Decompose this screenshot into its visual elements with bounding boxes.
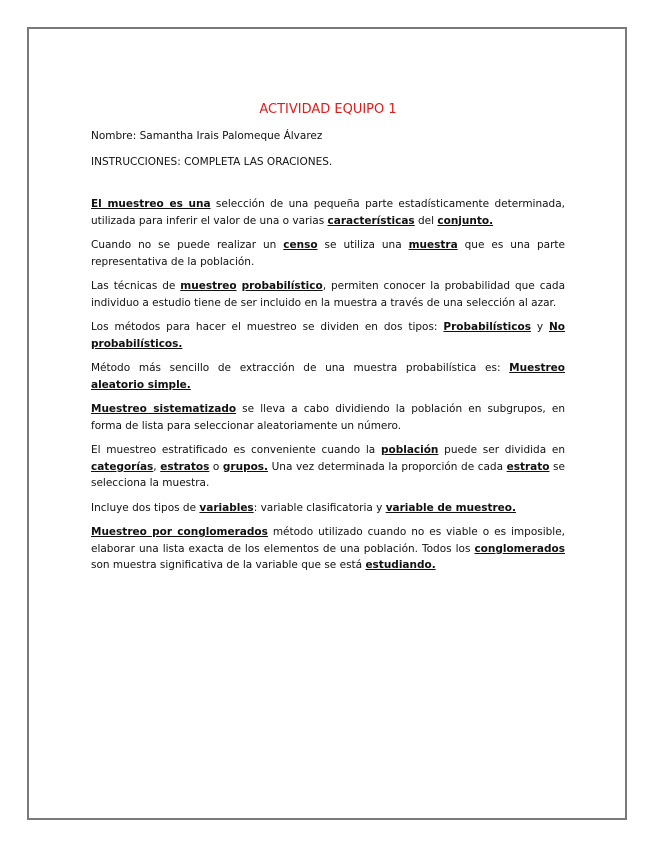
answer-text: No probabilísticos. [91, 321, 566, 350]
answer-text: censo [283, 239, 318, 251]
sentence-text: se lleva a cabo dividiendo la población en subgrupos, en forma de lista para seleccionar aleatoriamente un número. [91, 403, 565, 432]
sentence-text: o [209, 460, 223, 473]
document-page [27, 27, 627, 820]
answer-text: conjunto. [437, 214, 494, 227]
sentence-text: son muestra significativa de la variable que se está [91, 559, 366, 571]
answer-text: población [380, 444, 439, 456]
sentence-paragraph [91, 360, 565, 393]
sentence-text: Incluye dos tipos de [91, 501, 200, 514]
sentence-paragraph [91, 500, 565, 517]
sentence-paragraph [91, 237, 565, 270]
answer-text: características [327, 214, 415, 227]
sentence-text: del [414, 214, 438, 227]
sentence-text: se utiliza una [317, 239, 409, 251]
answer-text: muestreo [180, 280, 237, 292]
document-content [91, 101, 565, 582]
answer-text: Muestreo aleatorio simple. [91, 362, 565, 391]
sentence-text: , permiten conocer la probabilidad que cada individuo a estudio tiene de ser incluido en la muestra a través de una selección al azar. [91, 280, 566, 309]
document-title: ACTIVIDAD EQUIPO 1 [259, 102, 397, 117]
answer-text: Muestreo por conglomerados [91, 526, 268, 538]
sentence-text: Método más sencillo de extracción de una muestra probabilística es: [91, 362, 510, 374]
sentence-text: : variable clasificatoria y [253, 501, 386, 514]
answer-text: estrato [506, 460, 550, 473]
sentence-text: método utilizado cuando no es viable o es imposible, elaborar una lista exacta de los elementos de una población. Todos los [91, 526, 566, 555]
answer-text: Probabilísticos [443, 321, 531, 333]
instructions: INSTRUCCIONES: COMPLETA LAS ORACIONES. [91, 155, 333, 168]
sentence-text: , [153, 460, 161, 473]
sentence-text: que es una parte representativa de la población. [91, 239, 565, 268]
sentence-text: Una vez determinada la proporción de cada [268, 460, 507, 473]
answer-text: probabilístico [241, 280, 323, 292]
sentence-paragraph [91, 319, 565, 352]
answer-text: grupos. [222, 460, 269, 473]
sentence-text: Las técnicas de [91, 280, 181, 292]
answer-text: El muestreo es una [91, 198, 211, 210]
sentence-list [91, 196, 565, 574]
answer-text: conglomerados [474, 542, 565, 555]
sentence-text: y [530, 321, 549, 333]
sentence-text: selección de una pequeña parte estadísticamente determinada, utilizada para inferir el valor de una o varias [91, 198, 565, 227]
answer-text: Muestreo sistematizado [91, 403, 237, 415]
sentence-paragraph [91, 524, 565, 574]
sentence-paragraph [91, 196, 565, 229]
sentence-paragraph [91, 401, 565, 434]
answer-text: categorías [91, 460, 154, 473]
answer-text: variable de muestreo. [385, 501, 516, 514]
sentence-text: Los métodos para hacer el muestreo se dividen en dos tipos: [91, 321, 444, 333]
sentence-text: puede ser dividida en [438, 444, 565, 456]
sentence-paragraph [91, 278, 565, 311]
spacer [91, 179, 565, 196]
answer-text: estudiando. [365, 559, 436, 571]
sentence-text: El muestreo estratificado es conveniente cuando la [91, 444, 381, 456]
student-name: Nombre: Samantha Irais Palomeque Álvarez [91, 130, 323, 142]
answer-text: estratos [160, 460, 210, 473]
answer-text: variables [199, 501, 254, 514]
sentence-text: Cuando no se puede realizar un [91, 239, 284, 251]
answer-text: muestra [408, 239, 458, 251]
sentence-paragraph [91, 442, 565, 492]
sentence-text: se selecciona la muestra. [91, 460, 565, 489]
